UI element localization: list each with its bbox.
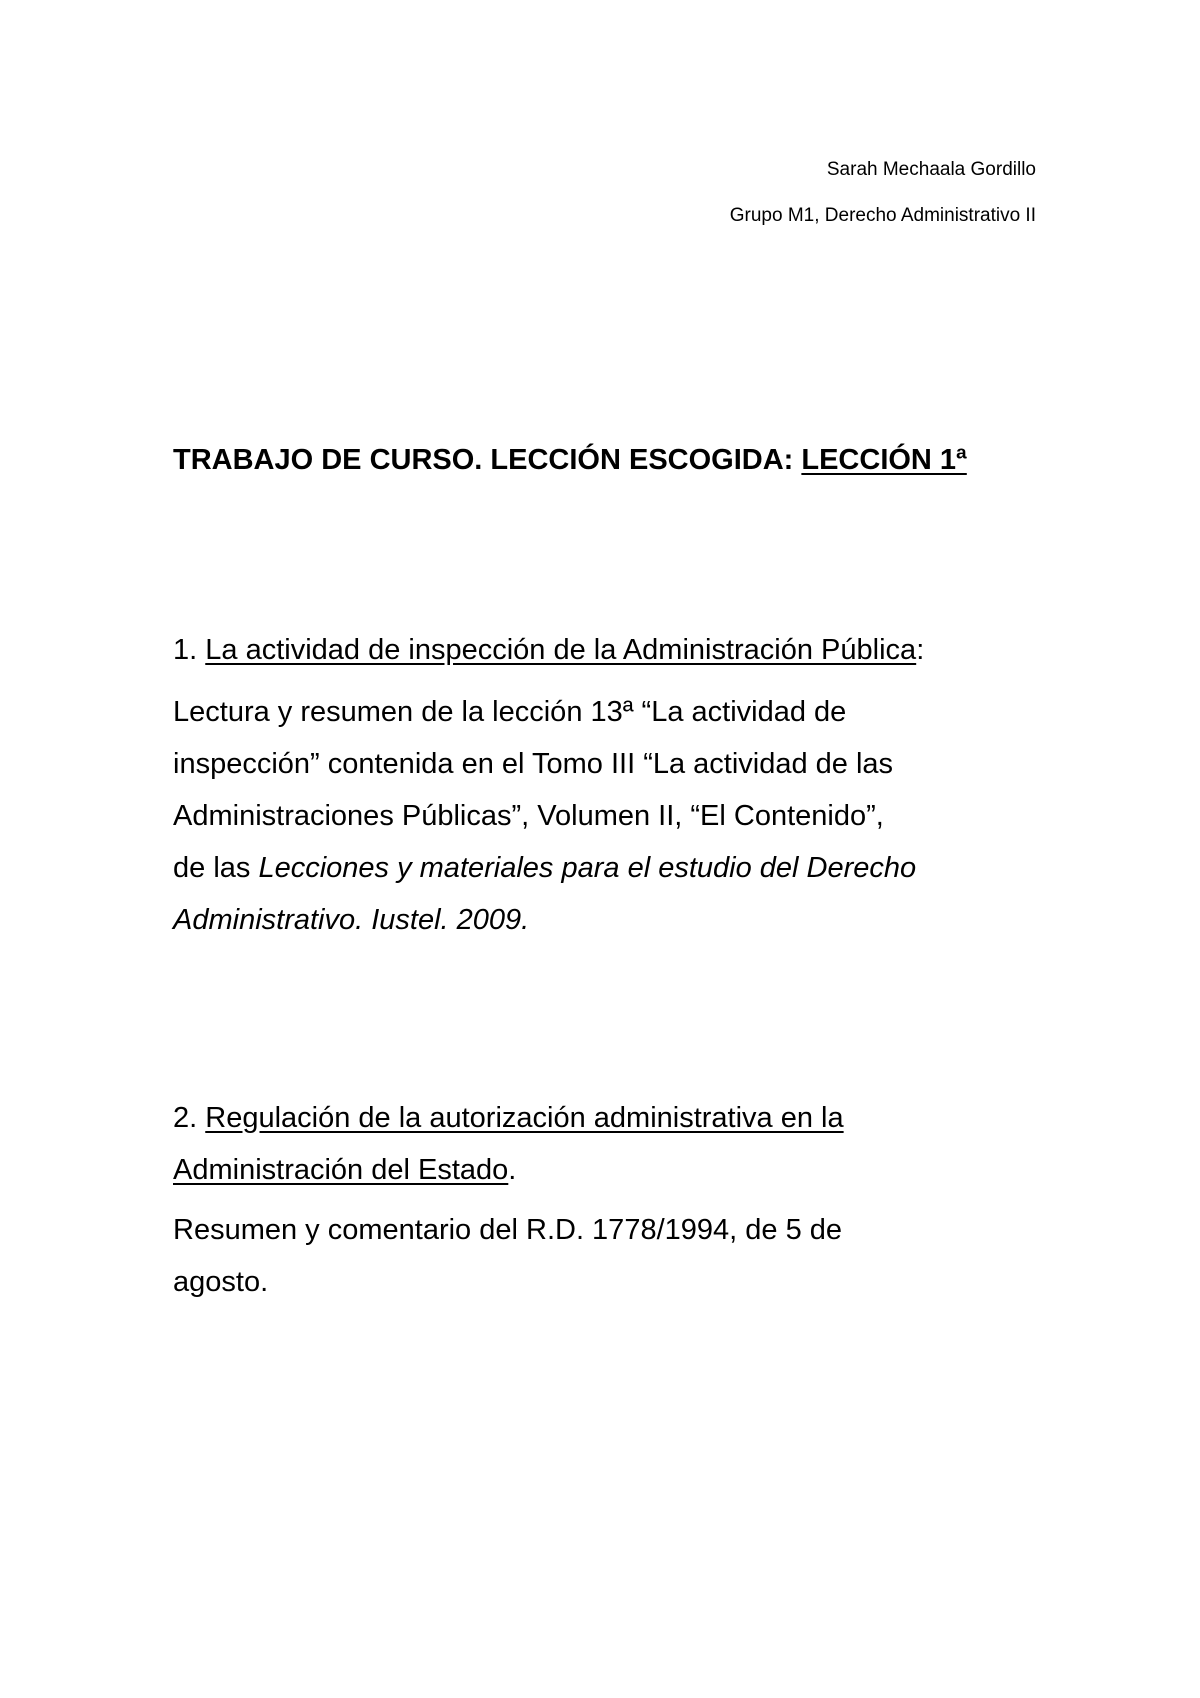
section-2-heading-text-1: Regulación de la autorización administrativa en la bbox=[205, 1102, 844, 1134]
section-2-number: 2. bbox=[173, 1102, 206, 1134]
section-2-body-line: agosto. bbox=[173, 1266, 269, 1298]
section-1-book-title: Lecciones y materiales para el estudio del Derecho bbox=[258, 852, 917, 884]
section-1-heading bbox=[173, 630, 1053, 670]
section-1-body-line: inspección” contenida en el Tomo III “La actividad de las bbox=[173, 748, 894, 780]
section-1-body-line: Administraciones Públicas”, Volumen II, “El Contenido”, bbox=[173, 800, 884, 832]
title-lesson: LECCIÓN 1ª bbox=[801, 444, 967, 476]
section-1-heading-text: La actividad de inspección de la Administración Pública bbox=[205, 634, 917, 666]
document-header bbox=[730, 158, 1036, 228]
section-1-body bbox=[173, 686, 1053, 946]
section-2 bbox=[173, 1092, 1053, 1308]
section-2-heading-text-2: Administración del Estado bbox=[173, 1154, 509, 1186]
section-1-number: 1. bbox=[173, 634, 206, 666]
section-1-body-line bbox=[173, 894, 1053, 946]
author-name: Sarah Mechaala Gordillo bbox=[826, 159, 1036, 180]
section-2-body bbox=[173, 1204, 1053, 1308]
document-title bbox=[173, 440, 1053, 480]
section-1-book-title-end: Administrativo. Iustel. 2009. bbox=[173, 904, 530, 936]
section-2-heading-suffix: . bbox=[508, 1154, 517, 1186]
section-2-body-line: Resumen y comentario del R.D. 1778/1994, de 5 de bbox=[173, 1214, 843, 1246]
section-1-heading-suffix: : bbox=[916, 634, 925, 666]
section-1 bbox=[173, 630, 1053, 946]
section-1-body-line4-prefix: de las bbox=[173, 852, 259, 884]
section-1-body-line: Lectura y resumen de la lección 13ª “La actividad de bbox=[173, 696, 847, 728]
section-2-heading-line bbox=[173, 1144, 1053, 1196]
section-1-body-line bbox=[173, 842, 1053, 894]
section-2-heading bbox=[173, 1092, 1053, 1196]
group-course: Grupo M1, Derecho Administrativo II bbox=[729, 205, 1036, 226]
title-prefix: TRABAJO DE CURSO. LECCIÓN ESCOGIDA: bbox=[173, 444, 802, 476]
section-2-heading-line bbox=[173, 1092, 1053, 1144]
